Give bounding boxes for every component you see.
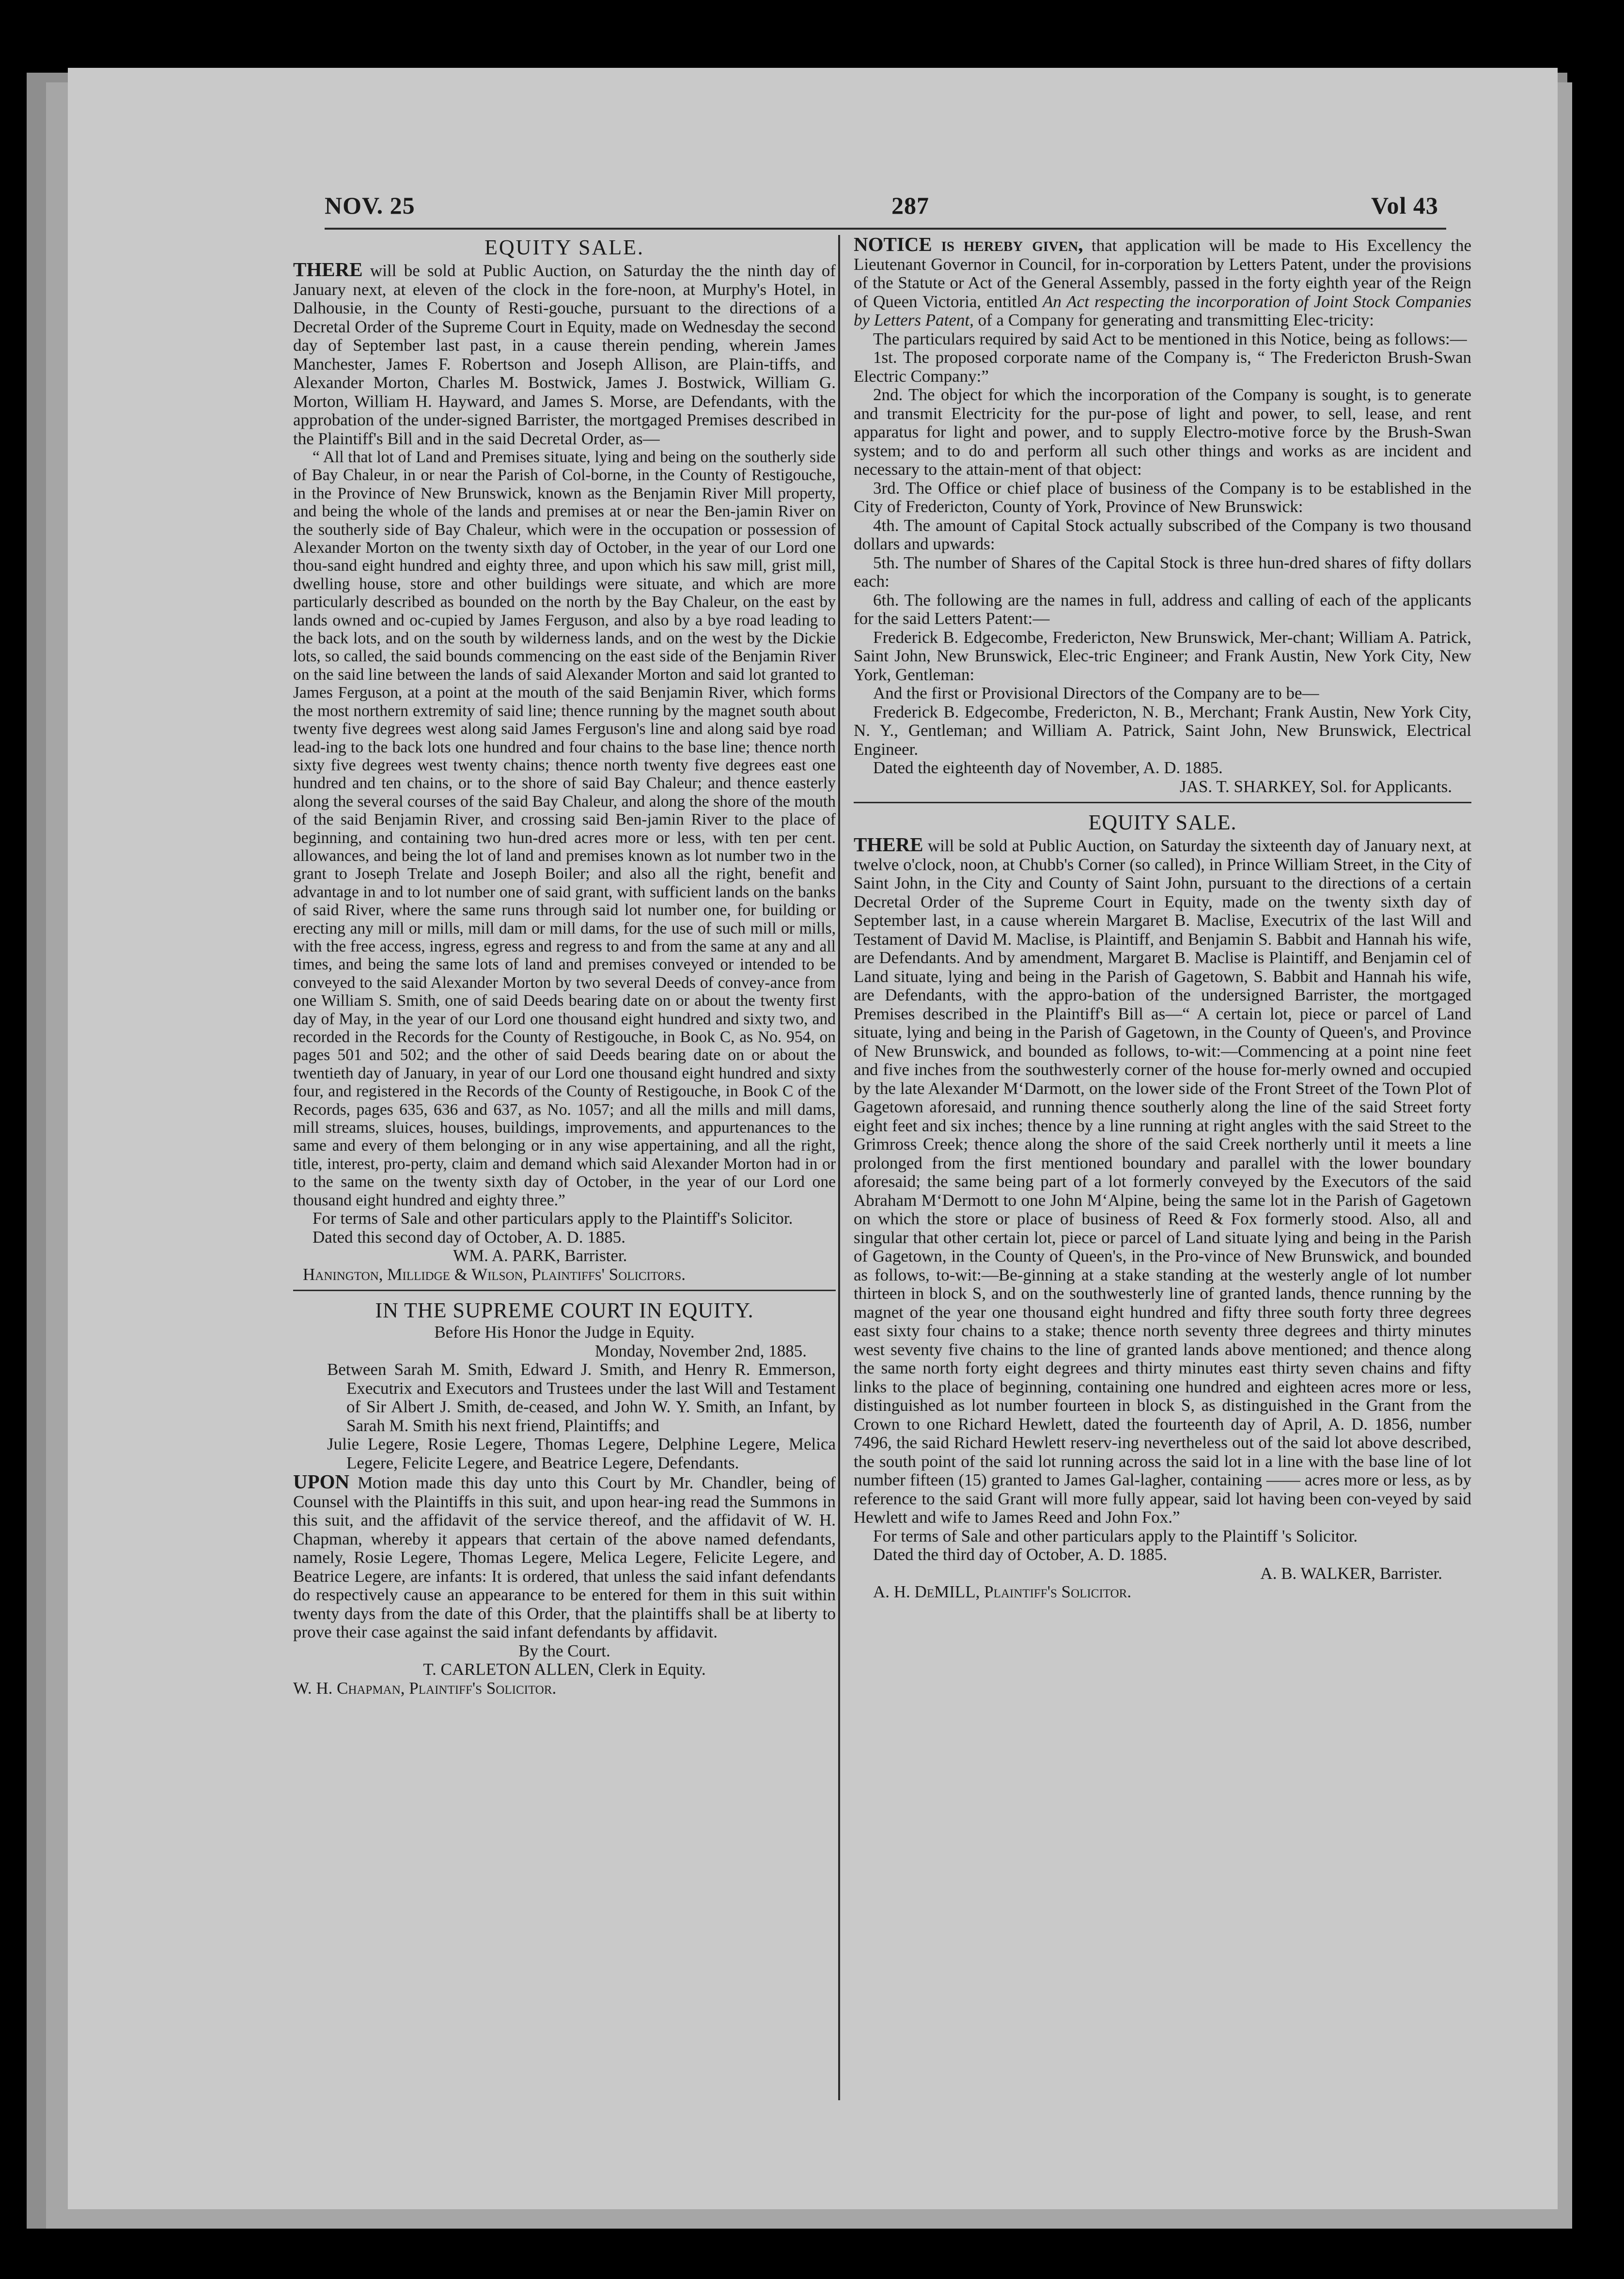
column-divider: [838, 235, 840, 2100]
item-6: 6th. The following are the names in full, address and calling of each of the applicants for the said Letters Patent:—: [854, 590, 1471, 628]
by-the-court: By the Court.: [518, 1641, 610, 1660]
notice-title: EQUITY SALE.: [484, 235, 645, 259]
issue-date: NOV. 25: [325, 192, 415, 219]
volume-label: Vol 43: [1371, 192, 1438, 219]
terms-text: For terms of Sale and other particulars apply to the Plaintiff's Solicitor.: [312, 1209, 793, 1228]
court-date: Monday, November 2nd, 1885.: [594, 1341, 807, 1360]
barrister-signature: WM. A. PARK, Barrister.: [453, 1246, 627, 1265]
equity-sale-notice-1: [293, 235, 836, 1284]
clerk-signature: T. CARLETON ALLEN, Clerk in Equity.: [423, 1660, 706, 1679]
item-5: 5th. The number of Shares of the Capital Stock is three hun-dred shares of fifty dollars each:: [854, 553, 1471, 591]
left-column: [293, 235, 836, 1698]
notice-intro-text: will be sold at Public Auction, on Saturday the the ninth day of January next, at eleven of the clock in the fore-noon, at Murphy's Hotel, in Dalhousie, in the County of Resti-gouche, pursuant to the directions of a Decretal Order of the Supreme Court in Equity, made on Wednesday the second day of September last past, in a cause therein pending, wherein James Manchester, James F. Robertson and Joseph Allison, are Plain-tiffs, and Alexander Morton, Charles M. Bostwick, James J. Bostwick, William G. Morton, William H. Hayward, and James S. Morse, are Defendants, with the approbation of the under-signed Barrister, the mortgaged Premises described in the Plaintiff's Bill and in the said Decretal Order, as—: [293, 261, 836, 448]
barrister-signature: A. B. WALKER, Barrister.: [1260, 1563, 1442, 1583]
notice-intro-b: of a Company for generating and transmitting Elec-tricity:: [978, 311, 1374, 329]
directors-intro: And the first or Provisional Directors of the Company are to be—: [873, 684, 1319, 702]
applicants-list: Frederick B. Edgecombe, Fredericton, New Brunswick, Mer-chant; William A. Patrick, Saint John, New Brunswick, Elec-tric Engineer; and Frank Austin, New York City, New York, Gentleman:: [854, 627, 1471, 684]
solicitors-line: Hanington, Millidge & Wilson, Plaintiffs' Solicitors.: [303, 1264, 686, 1284]
property-description: “ All that lot of Land and Premises situate, lying and being on the southerly side of Bay Chaleur, in or near the Parish of Col-borne, in the County of Restigouche, in the Province of New Brunswick, known as the Benjamin River Mill property, and being the whole of the lands and premises at or near the Ben-jamin River on the southerly side of Bay Chaleur, which were in the occupation or possession of Alexander Morton on the twenty sixth day of October, in the year of our Lord one thou-sand eight hundred and eighty three, and upon which his saw mill, grist mill, dwelling house, store and other buildings were situate, and which are more particularly described as bounded on the north by the Bay Chaleur, on the east by lands owned and oc-cupied by James Ferguson, and also by a bye road leading to the back lots, and on the south by wilderness lands, and on the west by the Dickie lots, so called, the said bounds commencing on the east side of the Benjamin River on the said line between the lands of said Alexander Morton and said lot granted to James Ferguson, at a point at the mouth of the said Benjamin River, which forms the most northern extremity of said line; thence running by the magnet south about twenty five degrees west along said James Ferguson's line and along said bye road lead-ing to the back lots one hundred and four chains to the base line; thence north sixty five degrees west twenty chains; thence north twenty five degrees east one hundred and ten chains, or to the shore of said Bay Chaleur; and thence easterly along the several courses of the said Bay Chaleur, and along the shore of the mouth of the said Benjamin River, and crossing said Ben-jamin River to the place of beginning, and containing two hun-dred acres more or less, with ten per cent. allowances, and being the lot of land and premises known as lot number two in the grant to Joseph Trelate and Joseph Boiler; and also all the right, benefit and advantage in and to lot number one of said grant, with sufficient lands on the banks of said River, where the same runs through said lot number one, for building or erecting any mill or mills, mill dam or mill dams, for the use of such mill or mills, with the free access, ingress, egress and regress to and from the same at any and all times, and being the same lots of land and premises conveyed or intended to be conveyed to the said Alexander Morton by two several Deeds of convey-ance from one William S. Smith, one of said Deeds bearing date on or about the twenty first day of May, in the year of our Lord one thousand eight hundred and sixty two, and recorded in the Records for the County of Restigouche, in Book C, as No. 954, on pages 501 and 502; and the other of said Deeds bearing date on or about the twentieth day of January, in year of our Lord one thousand eight hundred and sixty four, and registered in the Records of the County of Restigouche, in Book C of the Records, pages 635, 636 and 637, as No. 1057; and all the mills and mill dams, mill streams, sluices, houses, buildings, improvements, and appurtenances to the same and every of them belonging or in any wise appertaining, and all the right, title, interest, pro-perty, claim and demand which said Alexander Morton had in or to the same on the twenty sixth day of October, in the year of our Lord one thousand eight hundred and eighty three.”: [293, 448, 836, 1209]
item-4: 4th. The amount of Capital Stock actually subscribed of the Company is two thousand dollars and upwards:: [854, 515, 1471, 553]
act-title: An Act respecting the incorporation of Joint Stock Companies by Letters Patent,: [854, 292, 1471, 329]
notice-dated-line: Dated the eighteenth day of November, A. D. 1885.: [873, 758, 1223, 777]
notice-lead-word: THERE: [293, 258, 363, 281]
section-separator: [293, 1290, 836, 1291]
court-order: [293, 1472, 836, 1642]
item-3: 3rd. The Office or chief place of business of the Company is to be established in the City of Fredericton, County of York, Province of New Brunswick:: [854, 478, 1471, 516]
section-separator: [854, 802, 1471, 803]
defendants-text: Julie Legere, Rosie Legere, Thomas Legere, Delphine Legere, Melica Legere, Felicite Legere, and Beatrice Legere, Defendants.: [327, 1435, 836, 1472]
court-title: IN THE SUPREME COURT IN EQUITY.: [375, 1298, 754, 1323]
notice-signature: JAS. T. SHARKEY, Sol. for Applicants.: [1180, 777, 1452, 796]
court-subtitle: Before His Honor the Judge in Equity.: [434, 1323, 695, 1342]
notice-intro-a: that application will be made to His Excellency the Lieutenant Governor in Council, for in-corporation by Letters Patent, under the provisions of the Statute or Act of the General Assembly, passed in the forty eighth year of the Reign of Queen Victoria, entitled: [854, 236, 1471, 311]
terms-text: For terms of Sale and other particulars apply to the Plaintiff 's Solicitor.: [873, 1526, 1358, 1545]
header-rule: [325, 228, 1446, 230]
supreme-court-notice: [293, 1298, 836, 1698]
court-order-lead: UPON: [293, 1470, 350, 1493]
item-1: 1st. The proposed corporate name of the Company is, “ The Fredericton Brush-Swan Electric Company:”: [854, 348, 1471, 386]
directors-list: Frederick B. Edgecombe, Fredericton, N. B., Merchant; Frank Austin, New York City, N. Y., Gentleman; and William A. Patrick, Saint John, New Brunswick, Electrical Engineer.: [854, 702, 1471, 759]
notice-intro: [293, 260, 836, 448]
sale-body-text: will be sold at Public Auction, on Saturday the sixteenth day of January next, at twelve o'clock, noon, at Chubb's Corner (so called), in Prince William Street, in the City of Saint John, in the City and County of Saint John, pursuant to the directions of a certain Decretal Order of the Supreme Court in Equity, made on the twenty sixth day of September last, in a cause wherein Margaret B. Maclise, Executrix of the last Will and Testament of David M. Maclise, is Plaintiff, and Benjamin S. Babbit and Hannah his wife, are Defendants. And by amendment, Margaret B. Maclise is Plaintiff, and Benjamin cel of Land situate, lying and being in the Parish of Gagetown, S. Babbit and Hannah his wife, are Defendants, with the appro-bation of the undersigned Barrister, the mortgaged Premises described in the Plaintiff's Bill as—“ A certain lot, piece or parcel of Land situate, lying and being in the Parish of Gagetown, in the County of Queen's, and Province of New Brunswick, and bounded as follows, to-wit:—Commencing at a point nine feet and five inches from the southwesterly corner of the house for-merly owned and occupied by the late Alexander M‘Darmott, on the lower side of the Front Street of the Town Plot of Gagetown aforesaid, and running thence southerly along the line of the said Street forty eight feet and six inches; thence by a line running at right angles with the said Street to the Grimross Creek; thence along the shore of the said Creek northerly until it meets a line prolonged from the first mentioned boundary and parallel with the lower boundary aforesaid; the same being part of a lot formerly conveyed by the Executors of the said Abraham M‘Dermott to one John M‘Alpine, being the same lot in the Parish of Gagetown on which the store or place of business of Reed & Fox formerly stood. Also, all and singular that other certain lot, piece or parcel of Land situate lying and being in the Parish of Gagetown, in the County of Queen's, in the Pro-vince of New Brunswick, and bounded as follows, to-wit:—Be-ginning at a stake standing at the westerly angle of lot number thirteen in block S, and on the southwesterly line of granted lands, thence running by the magnet of the year one thousand eight hundred and fifty three south forty three degrees east sixty four chains to a stake; thence north seventy three degrees and thirty minutes west seventy five chains to the line of granted lands above mentioned; and thence along the same north forty eight degrees and thirty minutes east thirty seven chains and fifty links to the place of beginning, containing one hundred and eighteen acres more or less, distinguished as lot number fourteen in block S, as distinguished in the Grant from the Crown to one Richard Hewlett, dated the fourteenth day of April, A. D. 1856, number 7496, the said Richard Hewlett reserv-ing nevertheless out of the said lot above described, the south point of the said lot running across the said lot in a line with the base line of lot number fifteen (15) granted to James Gal-lagher, containing —— acres more or less, as by reference to the said Grant will more fully appear, said lot having been con-veyed by said Hewlett and wife to James Reed and John Fox.”: [854, 836, 1472, 1527]
court-order-body: Motion made this day unto this Court by Mr. Chandler, being of Counsel with the Plaintiffs in this suit, and upon hear-ing read the Summons in this suit, and the affidavit of the service thereof, and the affidavit of W. H. Chapman, whereby it appears that certain of the above named defendants, namely, Rosie Legere, Thomas Legere, Melica Legere, Felicite Legere, and Beatrice Legere, are infants: It is ordered, that unless the said infant defendants do respectively cause an appearance to be entered for them in this suit within twenty days from the date of this Order, that the plaintiffs shall be at liberty to prove their case against the said infant defendants by affidavit.: [293, 1473, 836, 1642]
equity-sale-notice-2: [854, 810, 1471, 1602]
newspaper-page: [68, 68, 1558, 2209]
item-2: 2nd. The object for which the incorporation of the Company is sought, is to generate and transmit Electricity for the pur-pose of light and power, to sell, lease, and rent apparatus for light and power, and to supply Electro-motive force by the Brush-Swan system; and to do and perform all such other things and works as are incident and necessary to the attain-ment of that object:: [854, 385, 1471, 479]
plaintiffs-text: Between Sarah M. Smith, Edward J. Smith, and Henry R. Emmerson, Executrix and Executors and Trustees under the last Will and Testament of Sir Albert J. Smith, de-ceased, and John W. Y. Smith, an Infant, by Sarah M. Smith his next friend, Plaintiffs; and: [327, 1360, 836, 1435]
dated-line: Dated the third day of October, A. D. 1885.: [873, 1545, 1168, 1564]
particulars-intro: The particulars required by said Act to be mentioned in this Notice, being as follows:—: [873, 329, 1467, 348]
court-solicitor-line: W. H. Chapman, Plaintiff's Solicitor.: [293, 1678, 557, 1698]
solicitor-line: A. H. DeMILL, Plaintiff's Solicitor.: [873, 1582, 1132, 1601]
sale-lead-word: THERE: [854, 833, 923, 856]
page-number: 287: [891, 192, 929, 219]
sale-paragraph: [854, 835, 1471, 1527]
notice-lead: NOTICE is hereby given,: [854, 233, 1083, 255]
notice-title: EQUITY SALE.: [1088, 811, 1237, 834]
incorporation-notice: [854, 235, 1471, 796]
dated-line: Dated this second day of October, A. D. 1885.: [312, 1227, 625, 1247]
right-column: [854, 235, 1471, 1602]
notice-paragraph: [854, 235, 1471, 330]
